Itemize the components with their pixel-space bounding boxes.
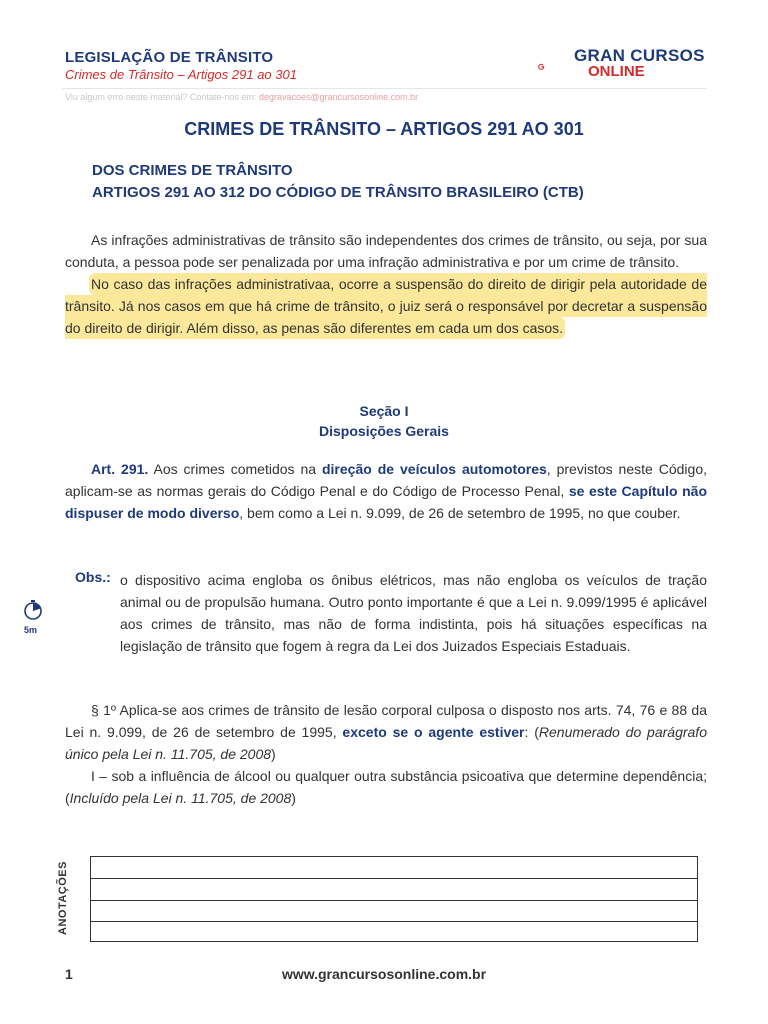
highlighted-text: No caso das infrações administrativaa, ocorre a suspensão do direito de dirigir pela autoridade de trânsito. Já nos casos em que há crime de trânsito, o juiz será o responsável por decretar a suspensão do direito de dirigir. Além disso, as penas são diferentes em cada um dos casos.	[65, 276, 707, 336]
annotation-line	[91, 900, 697, 901]
annotation-line	[91, 921, 697, 922]
article-text-2: , previstos neste Código, aplicam-se as normas gerais do Código Penal e do Código de Processo Penal,	[65, 461, 708, 499]
obs-label: Obs.:	[75, 569, 111, 585]
inc1-text-1: I – sob a influência de álcool ou qualquer outra substância psicoativa que determine dependência; (	[65, 768, 707, 806]
brand-logo-text	[574, 46, 705, 80]
par1-text-1: § 1º Aplica-se aos crimes de trânsito de lesão corporal culposa o disposto nos arts. 74, 76 e 88 da Lei n. 9.099, de 26 de setembro de 1995,	[65, 702, 707, 740]
article-bold-1: direção de veículos automotores	[321, 461, 547, 477]
footer-url-link[interactable]: www.grancursosonline.com.br	[281, 966, 487, 982]
contact-line	[65, 92, 418, 102]
article-text-1: Aos crimes cometidos na	[148, 461, 322, 477]
document-title: CRIMES DE TRÂNSITO – ARTIGOS 291 AO 301	[184, 119, 584, 139]
obs-text: o dispositivo acima engloba os ônibus elétricos, mas não engloba os veículos de tração animal ou de propulsão humana. Outro ponto importante é que a Lei n. 9.099/1995 é aplicável aos crimes de trânsito, mas não de forma indistinta, pois há situações específicas na legislação de trânsito que fogem à regra da Lei dos Juizados Especiais Estaduais.	[120, 572, 707, 654]
contact-email-link[interactable]: degravacoes@grancursosonline.com.br	[258, 92, 419, 102]
article-bold-2: se este Capítulo não dispuser de modo diverso	[65, 483, 707, 521]
section-subtitle: Disposições Gerais	[319, 423, 449, 439]
article-label: Art. 291.	[91, 461, 149, 477]
stopwatch-icon	[23, 600, 43, 620]
par1-bold: exceto se o agente estiver	[342, 724, 525, 740]
article-291	[65, 458, 707, 524]
inciso-1-text	[65, 765, 707, 809]
header-divider	[62, 88, 707, 89]
timer-label: 5m	[24, 625, 38, 635]
annotations-box[interactable]	[90, 856, 698, 942]
section-title: Seção I	[359, 403, 409, 419]
subheading-2: ARTIGOS 291 AO 312 DO CÓDIGO DE TRÂNSITO BRASILEIRO (CTB)	[92, 184, 584, 201]
header-subtitle: Crimes de Trânsito – Artigos 291 ao 301	[65, 67, 297, 82]
par1-italic: Renumerado do parágrafo único pela Lei n. 11.705, de 2008	[65, 724, 707, 762]
page-number: 1	[65, 966, 73, 982]
header-title: LEGISLAÇÃO DE TRÂNSITO	[65, 49, 274, 66]
article-291-text	[65, 458, 707, 524]
paragraph-1-text	[65, 699, 707, 765]
intro-paragraphs	[65, 229, 707, 339]
article-text-3: , bem como a Lei n. 9.099, de 26 de setembro de 1995, no que couber.	[239, 505, 681, 521]
par1-text-2: : (	[524, 724, 539, 740]
gran-g-logo-icon	[538, 50, 572, 84]
contact-text: Viu algum erro neste material? Contate-nos em:	[65, 92, 259, 102]
paragraph-1: As infrações administrativas de trânsito são independentes dos crimes de trânsito, ou seja, por sua conduta, a pessoa pode ser penalizada por uma infração administrativa e por um crime de trânsito.	[65, 232, 707, 270]
inc1-text-2: )	[291, 790, 296, 806]
inc1-italic: Incluído pela Lei n. 11.705, de 2008	[69, 790, 292, 806]
annotations-label: ANOTAÇÕES	[57, 861, 69, 935]
subheading-1: DOS CRIMES DE TRÂNSITO	[92, 162, 293, 179]
logo-line2: ONLINE	[588, 63, 645, 80]
logo-line1: GRAN CURSOS	[574, 46, 705, 65]
paragraph-section-1	[65, 699, 707, 809]
annotation-line	[91, 878, 697, 879]
par1-text-3: )	[271, 746, 276, 762]
paragraph-2	[65, 273, 707, 339]
